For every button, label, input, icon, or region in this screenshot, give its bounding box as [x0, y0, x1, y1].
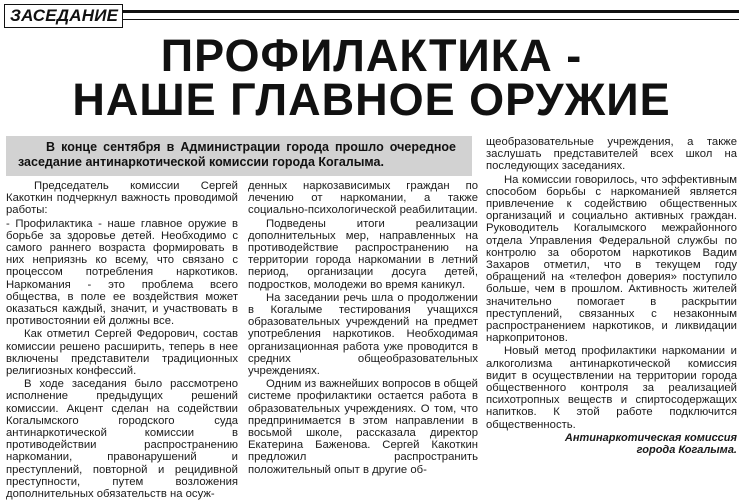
signature-line-2: города Когалыма.	[636, 444, 737, 457]
article-column-2	[248, 180, 478, 474]
paragraph: Новый метод профилактики наркомании и алкоголизма антинаркотической комиссия видит в осуществлении на территории города общественного контроля за реализацией психотропных веществ и спиртосодержащих напитков. К этой работе подключится общественность.	[486, 345, 737, 431]
headline-line-2: НАШЕ ГЛАВНОЕ ОРУЖИЕ	[72, 74, 671, 125]
lead-paragraph: В конце сентября в Администрации города прошло очередное заседание антинаркотической комиссии города Когалыма.	[6, 136, 472, 176]
paragraph: - Профилактика - наше главное оружие в борьбе за здоровье детей. Необходимо с самого раннего возраста формировать в них неприязнь ко всему, что связано с процессом потребления наркотиков. Наркомания - это проблема всего общества, в поле ее воздействия может оказаться каждый, значит, и участвовать в противостоянии ей должны все.	[6, 217, 238, 328]
section-rubric: ЗАСЕДАНИЕ	[4, 4, 123, 28]
paragraph: На комиссии говорилось, что эффективным способом борьбы с наркоманией является привлечение к содействию общественных организаций и социально активных граждан. Руководитель Когалымского межрайонного отдела Управления Федеральной службы по контролю за оборотом наркотиков Вадим Захаров отметил, что в текущем году обращений на «телефон доверия» поступило больше, чем в прошлом. Активность жителей значительно помогает в раскрытии преступлений, связанных с незаконным распространением наркотиков, и ликвидации наркопритонов.	[486, 173, 737, 345]
paragraph: щеобразовательные учреждения, а также заслушать представителей всех школ на последующих заседаниях.	[486, 136, 737, 173]
paragraph: денных наркозависимых граждан по лечению от наркомании, а также социально-психологической реабилитации.	[248, 180, 478, 217]
paragraph: Одним из важнейших вопросов в общей системе профилактики остается работа в образовательных учреждениях. О том, что предпринимается в этом направлении в восьмой школе, рассказала директор Екатерина Баженова. Сергей Какоткин предложил распространить положительный опыт в другие об-	[248, 378, 478, 476]
article-column-1	[6, 180, 238, 500]
article-column-3	[486, 136, 737, 474]
paragraph: В ходе заседания было рассмотрено исполнение предыдущих решений комиссии. Акцент сделан на содействии Когалымского городского суда антинаркотической комиссии в противодействии распространению наркомании, правонарушений и преступлений, повторной и рецидивной преступности, путем возложения дополнительных обязательств на осуж-	[6, 378, 238, 500]
paragraph: Подведены итоги реализации дополнительных мер, направленных на противодействие распространению на территории города наркомании в летний период, организации досуга детей, подростков, молодежи во время каникул.	[248, 217, 478, 291]
article-headline	[0, 30, 743, 125]
paragraph: Председатель комиссии Сергей Какоткин подчеркнул важность проводимой работы:	[6, 180, 238, 217]
signature-line-1: Антинаркотическая комиссия	[564, 431, 737, 444]
header-rule	[123, 10, 739, 20]
paragraph: На заседании речь шла о продолжении в Когалыме тестирования учащихся образовательных учреждений на предмет употребления наркотиков. Необходимая организационная работа уже проводится в средних общеобразовательных учреждениях.	[248, 291, 478, 378]
article-signature	[486, 432, 737, 457]
paragraph: Как отметил Сергей Федорович, состав комиссии решено расширить, теперь в нее включены представители традиционных религиозных конфессий.	[6, 328, 238, 378]
headline-line-1: ПРОФИЛАКТИКА -	[160, 30, 583, 81]
